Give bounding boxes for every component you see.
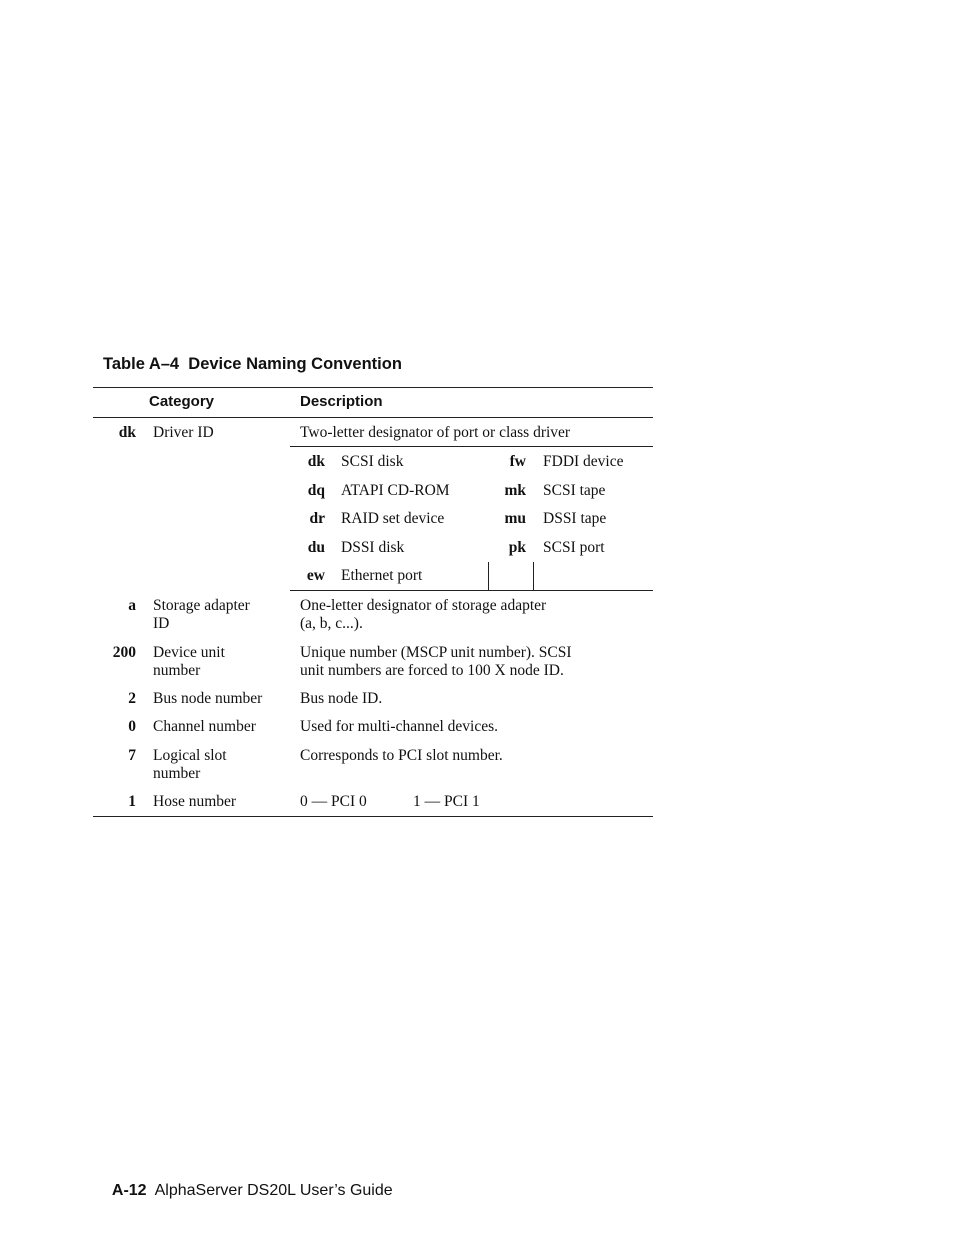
row-category: Bus node number	[153, 690, 263, 707]
row-description: 0 — PCI 0	[300, 793, 367, 810]
subcode-left-label: SCSI disk	[341, 453, 404, 470]
row-category-line: number	[153, 765, 201, 782]
row-description-line: (a, b, c...).	[300, 615, 363, 632]
row-category	[153, 597, 250, 633]
row-category: Channel number	[153, 718, 256, 735]
page-footer	[103, 1164, 393, 1200]
header-category: Category	[149, 393, 215, 410]
subcode-right: pk	[508, 539, 526, 556]
row-description: Bus node ID.	[300, 690, 383, 707]
driver-description: Two-letter designator of port or class driver	[300, 424, 571, 441]
driver-code: dk	[118, 424, 136, 441]
subtable-bottom-rule	[290, 590, 653, 591]
row-description-extra: 1 — PCI 1	[413, 793, 480, 810]
subcode-left-label: DSSI disk	[341, 539, 405, 556]
subcode-right-label: SCSI tape	[543, 482, 606, 499]
subcode-right: fw	[509, 453, 526, 470]
row-code: 200	[112, 644, 136, 661]
subcode-right-label: DSSI tape	[543, 510, 607, 527]
row-category-line: Device unit	[153, 644, 225, 661]
subtable-top-rule	[290, 446, 653, 447]
subcode-left-label: ATAPI CD-ROM	[341, 482, 450, 499]
row-description	[300, 644, 572, 680]
subcode-left: dr	[309, 510, 325, 527]
page-number: A-12	[111, 1182, 147, 1199]
row-category-line: number	[153, 662, 201, 679]
row-code: 7	[128, 747, 136, 764]
row-code: 2	[128, 690, 136, 707]
subcode-left-label: RAID set device	[341, 510, 445, 527]
table-bottom-rule	[93, 816, 653, 817]
subcode-left: dq	[307, 482, 325, 499]
row-description-line: unit numbers are forced to 100 X node ID.	[300, 662, 564, 679]
subcode-left: ew	[306, 567, 325, 584]
subtable-divider-right	[533, 562, 534, 590]
subcode-right: mk	[504, 482, 526, 499]
driver-category: Driver ID	[153, 424, 214, 441]
table-top-rule	[93, 387, 653, 388]
row-description-line: Unique number (MSCP unit number). SCSI	[300, 644, 572, 661]
table-caption: Table A–4 Device Naming Convention	[103, 355, 402, 373]
row-description-line: One-letter designator of storage adapter	[300, 597, 547, 614]
row-category-line: Storage adapter	[153, 597, 250, 614]
row-code: 1	[128, 793, 136, 810]
subcode-left: dk	[307, 453, 325, 470]
row-category	[153, 747, 227, 783]
subcode-right: mu	[504, 510, 526, 527]
header-description: Description	[300, 393, 383, 410]
subcode-left-label: Ethernet port	[341, 567, 423, 584]
subcode-left: du	[307, 539, 325, 556]
row-description: Used for multi-channel devices.	[300, 718, 498, 735]
subtable-divider-left	[488, 562, 489, 590]
book-title: AlphaServer DS20L User’s Guide	[154, 1182, 393, 1199]
row-category-line: ID	[153, 615, 170, 632]
row-description	[300, 597, 546, 633]
row-category-line: Logical slot	[153, 747, 227, 764]
row-category	[153, 644, 225, 680]
row-description: Corresponds to PCI slot number.	[300, 747, 503, 764]
row-code: a	[128, 597, 136, 614]
header-bottom-rule	[93, 417, 653, 418]
row-category: Hose number	[153, 793, 237, 810]
subcode-right-label: SCSI port	[543, 539, 605, 556]
subcode-right-label: FDDI device	[543, 453, 624, 470]
row-code: 0	[128, 718, 136, 735]
